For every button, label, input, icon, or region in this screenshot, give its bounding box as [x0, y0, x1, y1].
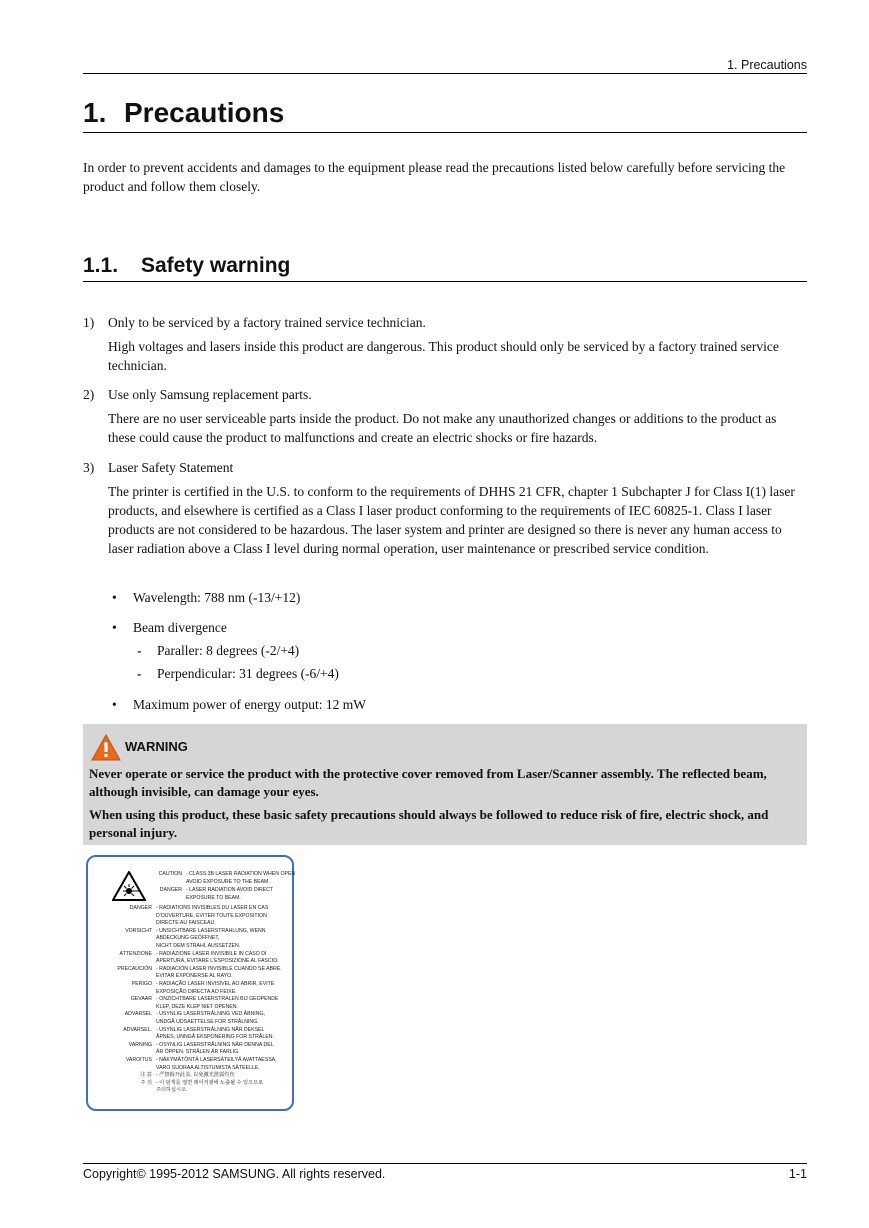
label-row-text: - 이 덮개를 열면 레이저광에 노출될 수 있으므로: [156, 1079, 264, 1086]
bullet-text: Wavelength: 788 nm (-13/+12): [133, 590, 301, 605]
label-row-text: - 严禁揭开此盖, 以免激光泄露灼伤: [156, 1072, 235, 1079]
item-number: 3): [83, 460, 95, 475]
laser-warning-label: [86, 855, 294, 1111]
bullet-glyph: •: [112, 620, 117, 635]
running-head: 1. Precautions: [727, 58, 807, 72]
label-row-key: GEVAAR: [130, 996, 152, 1003]
label-row-key: DANGER: [159, 887, 182, 893]
bullet-text: Maximum power of energy output: 12 mW: [133, 697, 366, 712]
header-rule: [83, 73, 807, 74]
label-row-text: 주의하십시오.: [156, 1087, 188, 1094]
label-row-text: - NÄKYMÄTÖNTÄ LASERSÄTEILYÄ AVATTAESSA,: [156, 1057, 277, 1063]
label-row-text: - USYNLIG LASERSTRÅLNING NÅR DEKSEL: [156, 1026, 265, 1033]
label-row-text: - ONZICHTBARE LASERSTRALEN BIJ GEOPENDE: [156, 996, 279, 1003]
label-row-text: D'OUVERTURE, EVITER TOUTE EXPOSITION: [156, 912, 267, 919]
warning-label: WARNING: [125, 739, 188, 754]
label-row-text: ABDECKUNG GEÖFFNET,: [156, 935, 220, 942]
chapter-number: 1.: [83, 97, 107, 128]
bullet-glyph: •: [112, 590, 117, 605]
intro-paragraph: In order to prevent accidents and damages to the equipment please read the precautions listed below carefully before servicing the product and follow them closely.: [83, 160, 786, 194]
label-row-text: KLEP, DEZE KLEP NIET OPENEN.: [156, 1003, 238, 1010]
dash-glyph: -: [137, 643, 142, 658]
label-row-text: - RADIACIÓN LASER INVISIBLE CUANDO SE ABRE.: [156, 965, 282, 972]
warning-text: Never operate or service the product with the protective cover removed from Laser/Scanner assembly. The reflected beam, although invisible, can damage your eyes.: [89, 766, 767, 799]
label-row-text: - CLASS 3B LASER RADIATION WHEN OPEN: [186, 871, 296, 877]
label-row-text: NICHT DEM STRAHL AUSSETZEN.: [156, 943, 241, 949]
page-number: 1-1: [788, 1167, 807, 1181]
subbullet-text: Perpendicular: 31 degrees (-6/+4): [157, 666, 339, 681]
item-description: The printer is certified in the U.S. to conform to the requirements of DHHS 21 CFR, chapter 1 Subchapter J for Class I(1) laser products, and elsewhere is certified as a Class I laser product conforming to the requirements of IEC 60825-1. Class I laser products are not considered to be hazardous. The laser system and printer are designed so there is never any human access to laser radiation above a Class I level during normal operation, user maintenance or prescribed service condition.: [108, 484, 795, 556]
label-row-key: ADVARSEL.: [123, 1026, 152, 1033]
label-row-text: - UNSICHTBARE LASERSTRAHLUNG, WENN: [156, 927, 266, 934]
label-row-text: VARO SUORAA ALTISTUMISTA SÄTEELLE.: [156, 1064, 260, 1071]
label-row-key: ADVARSEL: [124, 1011, 152, 1018]
label-row-key: ATTENZIONE: [119, 950, 152, 957]
label-row-text: EXPOSURE TO BEAM.: [186, 895, 241, 901]
label-row-text: - RADIAÇÃO LASER INVISÍVEL AO ABRIR, EVITE: [156, 981, 275, 987]
label-row-text: DIRECTE AU FAISCEAU.: [156, 920, 216, 927]
label-row-text: EXPOSIÇÃO DIRECTA AO FEIXE.: [156, 988, 237, 995]
label-row-text: - RADIAZIONE LASER INVISIBILE IN CASO DI: [156, 950, 267, 957]
label-row-key: VARNING: [128, 1041, 152, 1048]
copyright: Copyright© 1995-2012 SAMSUNG. All rights reserved.: [83, 1167, 386, 1181]
item-title: Laser Safety Statement: [108, 460, 234, 475]
bullet-text: Beam divergence: [133, 620, 227, 635]
label-row-text: ÅPNES, UNNGÅ EKSPONERING FOR STRÅLEN.: [156, 1034, 274, 1041]
warning-text: When using this product, these basic safety precautions should always be followed to reduce risk of fire, electric shock, and personal injury.: [89, 807, 769, 840]
item-description: High voltages and lasers inside this product are dangerous. This product should only be serviced by a factory trained service technician.: [108, 339, 779, 373]
label-row-key: CAUTION: [158, 871, 182, 877]
footer-rule: [83, 1163, 807, 1164]
label-row-text: ÄR ÖPPEN. STRÅLEN ÄR FARLIG.: [156, 1049, 240, 1056]
section-title: Safety warning: [141, 254, 291, 277]
label-row-key: PRECAUCIÓN: [117, 965, 152, 972]
label-row-text: - RADIATIONS INVISIBLES DU LASER EN CAS: [156, 905, 269, 911]
label-row-key: 注 意: [140, 1072, 152, 1079]
bullet-glyph: •: [112, 697, 117, 712]
chapter-heading: [83, 95, 807, 133]
item-number: 1): [83, 315, 95, 330]
item-title: Only to be serviced by a factory trained service technician.: [108, 315, 426, 330]
label-row-text: - LASER RADIATION AVOID DIRECT: [186, 887, 274, 893]
label-row-key: PERIGO: [131, 981, 152, 987]
label-row-text: - USYNLIG LASERSTRÅLNING VED ÅBNING,: [156, 1011, 265, 1018]
warning-triangle-icon: [91, 734, 121, 761]
item-title: Use only Samsung replacement parts.: [108, 387, 312, 402]
subbullet-text: Paraller: 8 degrees (-2/+4): [157, 643, 300, 658]
label-row-key: DANGER: [129, 905, 152, 911]
label-row-key: VAROITUS: [125, 1057, 152, 1063]
label-row-text: - OSYNLIG LASERSTRÅLNING NÄR DENNA DEL: [156, 1041, 274, 1048]
dash-glyph: -: [137, 666, 142, 681]
label-row-text: EVITAR EXPONERSE AL RAYO.: [156, 973, 233, 980]
item-number: 2): [83, 387, 95, 402]
warning-box: [83, 724, 807, 845]
item-description: There are no user serviceable parts inside the product. Do not make any unauthorized changes or additions to the product as these could cause the product to malfunctions and create an electric shocks or fire hazards.: [108, 411, 777, 445]
chapter-title: Precautions: [124, 97, 285, 128]
label-row-key: 주 의: [140, 1079, 152, 1086]
label-row-text: UNDGÅ UDSAETTELSE FOR STRÅLNING.: [156, 1019, 259, 1025]
section-number: 1.1.: [83, 254, 119, 277]
label-row-text: APERTURA, EVITARE L'ESPOSIZIONE AL FASCIO.: [156, 958, 279, 965]
section-heading: [83, 252, 807, 282]
label-row-key: VORSICHT: [125, 927, 152, 934]
label-row-text: AVOID EXPOSURE TO THE BEAM.: [186, 879, 270, 885]
